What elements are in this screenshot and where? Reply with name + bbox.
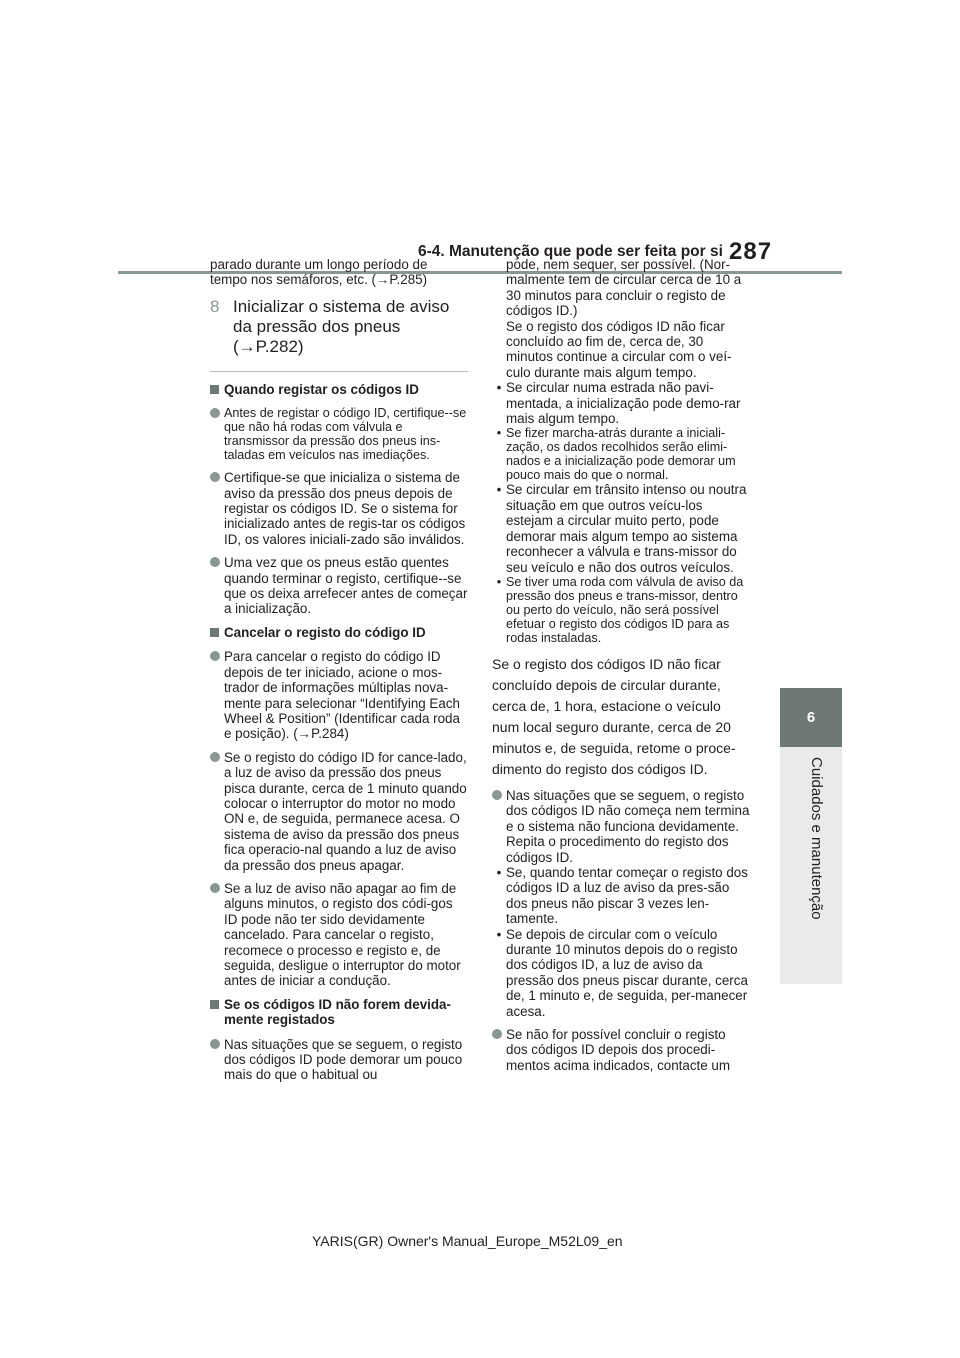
circle-bullet-icon (210, 651, 220, 661)
step-number: 8 (210, 296, 220, 316)
square-bullet-icon (210, 1000, 219, 1009)
list-item-text: Uma vez que os pneus estão quentes quando terminar o registo, certifique--se que os deixa arrefecer antes de começar a inicialização. (224, 555, 468, 617)
circle-bullet-icon (210, 883, 220, 893)
list-item-text: Nas situações que se seguem, o registo dos códigos ID não começa nem termina e o sistema não funciona devidamente. Repita o procedimento do registo dos códigos ID. (506, 787, 750, 865)
circle-bullet-icon (210, 752, 220, 762)
sub-list-item-text: Se tiver uma roda com válvula de aviso da pressão dos pneus e trans-missor, dentro ou perto do veículo, não será possível efetuar o registo dos códigos ID para as rodas instaladas. (506, 574, 744, 645)
sub-list-item-text: Se circular numa estrada não pavi-mentada, a inicialização pode demo-rar mais algum tempo. (506, 380, 741, 427)
circle-bullet-icon (492, 790, 502, 800)
list-item (210, 1037, 468, 1083)
list-item (492, 788, 750, 865)
continuation-block (492, 257, 750, 380)
circle-bullet-icon (492, 1029, 502, 1039)
list-item-text: Para cancelar o registo do código ID depois de ter iniciado, acione o mos-trador de informações múltiplas nova-mente para selecionar “Identifying Each Wheel & Position” (Identificar cada roda e posição). (→P.284) (224, 649, 460, 742)
sub-list-item (492, 482, 750, 574)
list-item-text: Se a luz de aviso não apagar ao fim de alguns minutos, o registo dos códi-gos ID pode não ter sido devidamente cancelado. Para cancelar o registo, recomece o processo e registo e, de seguida, desligue o interruptor do motor antes de iniciar a condução. (224, 880, 461, 989)
chapter-tab-number: 6 (780, 688, 842, 747)
section-heading-text: Se os códigos ID não forem devida-mente registados (224, 996, 451, 1028)
list-item (492, 1027, 750, 1073)
list-item-text: Nas situações que se seguem, o registo dos códigos ID pode demorar um pouco mais do que o habitual ou (224, 1036, 463, 1083)
circle-bullet-icon (210, 472, 220, 482)
section-title: 6-4. Manutenção que pode ser feita por si (418, 243, 723, 260)
step-text: Inicializar o sistema de aviso da pressão dos pneus (→P.282) (233, 296, 450, 356)
list-item-text: Se o registo do código ID for cance-lado, a luz de aviso da pressão dos pneus pisca durante, cerca de 1 minuto quando colocar o interruptor do motor no modo ON e, de seguida, permanece acesa. O sistema de aviso da pressão dos pneus fica operacio-nal quando a luz de aviso da pressão dos pneus apagar. (224, 749, 467, 873)
intro-text: parado durante um longo período de tempo nos semáforos, etc. (→P.285) (210, 257, 428, 288)
sub-list-item (492, 927, 750, 1019)
section-heading (210, 997, 468, 1028)
section-divider (210, 371, 468, 372)
square-bullet-icon (210, 628, 219, 637)
list-item (210, 406, 468, 462)
list-item-text: Antes de registar o código ID, certifique--se que não há rodas com válvula e transmissor da pressão dos pneus ins-taladas em veículos nas imediações. (224, 406, 467, 463)
square-bullet-icon (210, 385, 219, 394)
dot-bullet-icon: • (496, 426, 502, 441)
dot-bullet-icon: • (496, 482, 502, 498)
sub-list-item (492, 865, 750, 927)
continuation-text: Se o registo dos códigos ID não ficar concluído ao fim de, cerca de, 30 minutos continue a circular com o veí-culo durante mais algum tempo. (506, 318, 732, 380)
dot-bullet-icon: • (496, 926, 502, 942)
continuation-text: pode, nem sequer, ser possível. (Nor-malmente tem de circular cerca de 10 a 30 minutos para concluir o registo de códigos ID.) (506, 257, 742, 319)
section-heading-text: Quando registar os códigos ID (224, 381, 419, 397)
body-paragraph: Se o registo dos códigos ID não ficar concluído depois de circular durante, cerca de, 1 hora, estacione o veículo num local seguro durante, cerca de 20 minutos e, de seguida, retome o proce-dimento do registo dos códigos ID. (492, 655, 736, 777)
right-column (492, 257, 750, 1081)
page-number: 287 (729, 238, 773, 265)
section-heading-text: Cancelar o registo do código ID (224, 624, 426, 640)
circle-bullet-icon (210, 1039, 220, 1049)
list-item (210, 750, 468, 873)
footer-text: YARIS(GR) Owner's Manual_Europe_M52L09_en (312, 1233, 623, 1249)
sub-list-item (492, 575, 750, 645)
circle-bullet-icon (210, 408, 220, 418)
list-item-text: Se não for possível concluir o registo dos códigos ID depois dos procedi-mentos acima indicados, contacte um (506, 1027, 731, 1073)
left-column (210, 257, 468, 1091)
circle-bullet-icon (210, 557, 220, 567)
list-item (210, 649, 468, 741)
sub-list-item-text: Se depois de circular com o veículo durante 10 minutos depois do o registo dos códigos ID, a luz de aviso da pressão dos pneus piscar durante, cerca de, 1 minuto e, de seguida, per-manecer acesa. (506, 926, 748, 1019)
dot-bullet-icon: • (496, 864, 502, 880)
chapter-tab-label: Cuidados e manutenção (808, 757, 825, 920)
list-item (210, 881, 468, 989)
sub-list-item (492, 380, 750, 426)
list-item (210, 555, 468, 617)
list-item (210, 470, 468, 547)
sub-list-item-text: Se, quando tentar começar o registo dos códigos ID a luz de aviso da pres-são dos pneus não piscar 3 vezes len-tamente. (506, 864, 748, 927)
sub-list-item (492, 426, 750, 482)
sub-list-item-text: Se fizer marcha-atrás durante a iniciali-zação, os dados recolhidos serão elimi-nados e a inicialização pode demorar um pouco mais do que o normal. (506, 426, 736, 483)
dot-bullet-icon: • (496, 574, 502, 589)
step-8 (210, 297, 468, 357)
section-heading (210, 382, 468, 397)
dot-bullet-icon: • (496, 380, 502, 396)
section-heading (210, 625, 468, 640)
list-item-text: Certifique-se que inicializa o sistema de aviso da pressão dos pneus depois de registar os códigos ID. Se o sistema for inicializado antes de regis-tar os códigos ID, os valores iniciali-zado são inválidos. (224, 470, 466, 547)
sub-list-item-text: Se circular em trânsito intenso ou noutra situação em que outros veícu-los estejam a circular muito perto, pode demorar mais algum tempo ao sistema reconhecer a válvula e trans-missor do seu veículo e não dos outros veículos. (506, 482, 747, 575)
